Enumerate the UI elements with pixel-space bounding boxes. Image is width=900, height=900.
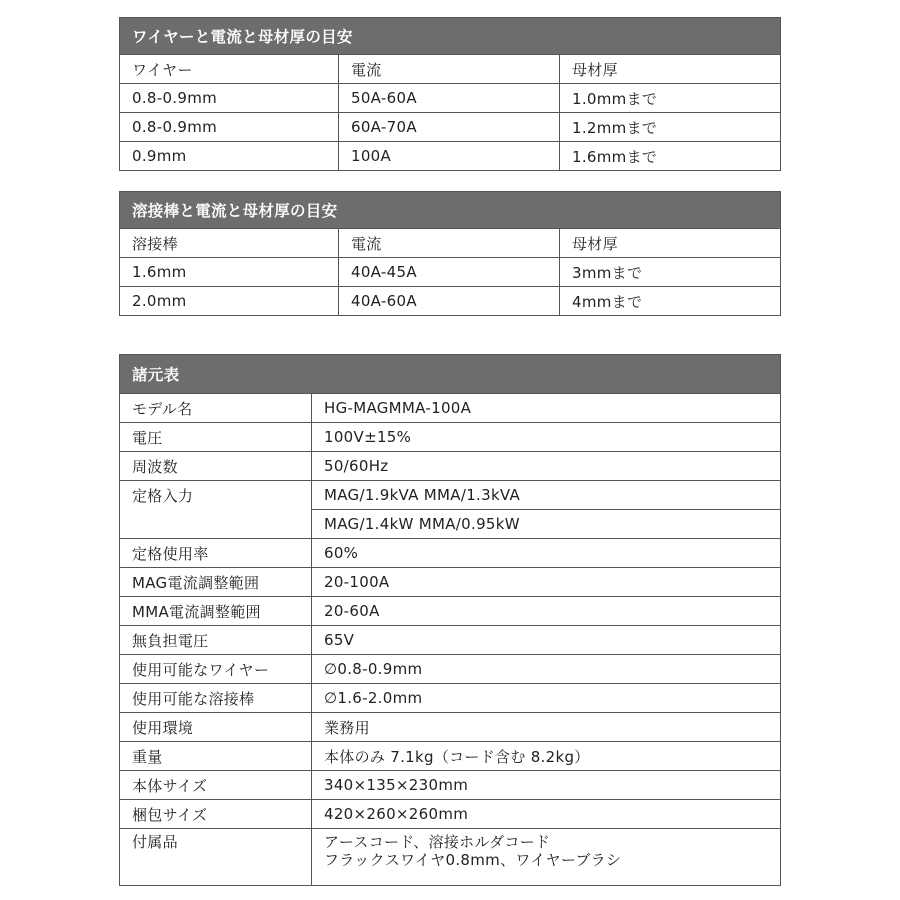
spec-value: MAG/1.9kVA MMA/1.3kVA	[312, 481, 781, 510]
spec-label: 重量	[120, 742, 312, 771]
spec-row-voltage	[120, 423, 781, 452]
spec-row-accessories	[120, 829, 781, 886]
spec-label: 電圧	[120, 423, 312, 452]
spec-row-duty-cycle	[120, 539, 781, 568]
spec-row-weight	[120, 742, 781, 771]
spec-value: HG-MAGMMA-100A	[312, 394, 781, 423]
wire-current-thickness-table	[119, 17, 781, 171]
table-row	[120, 258, 781, 287]
spec-value-multiline	[312, 829, 781, 886]
table-cell: 100A	[339, 142, 560, 171]
table-cell: 0.8-0.9mm	[120, 113, 339, 142]
spec-value: 20-100A	[312, 568, 781, 597]
spec-label: 周波数	[120, 452, 312, 481]
table-header-row	[120, 229, 781, 258]
spec-value: 60%	[312, 539, 781, 568]
spec-value-line: アースコード、溶接ホルダコード	[324, 833, 551, 851]
spec-value: ∅1.6-2.0mm	[312, 684, 781, 713]
spec-row-model	[120, 394, 781, 423]
table-cell: 1.6mmまで	[560, 142, 781, 171]
specification-table	[119, 354, 781, 886]
spec-label: 無負担電圧	[120, 626, 312, 655]
table-row	[120, 287, 781, 316]
spec-row-mag-range	[120, 568, 781, 597]
spec-label: 定格使用率	[120, 539, 312, 568]
spec-label: 梱包サイズ	[120, 800, 312, 829]
table-cell: 1.6mm	[120, 258, 339, 287]
spec-value: 100V±15%	[312, 423, 781, 452]
table-cell: 4mmまで	[560, 287, 781, 316]
table-row	[120, 113, 781, 142]
rod-table-title: 溶接棒と電流と母材厚の目安	[120, 192, 781, 229]
spec-label: 使用可能なワイヤー	[120, 655, 312, 684]
table-cell: 50A-60A	[339, 84, 560, 113]
spec-label: MMA電流調整範囲	[120, 597, 312, 626]
table-cell: 1.0mmまで	[560, 84, 781, 113]
table-cell: 2.0mm	[120, 287, 339, 316]
spec-row-no-load-voltage	[120, 626, 781, 655]
table-cell: 0.9mm	[120, 142, 339, 171]
spec-value: 340×135×230mm	[312, 771, 781, 800]
spec-value: ∅0.8-0.9mm	[312, 655, 781, 684]
spec-row-usable-rod	[120, 684, 781, 713]
table-cell: 1.2mmまで	[560, 113, 781, 142]
spec-value-line: フラックスワイヤ0.8mm、ワイヤーブラシ	[324, 851, 622, 869]
spec-value: 65V	[312, 626, 781, 655]
spec-label: 使用環境	[120, 713, 312, 742]
wire-table-title: ワイヤーと電流と母材厚の目安	[120, 18, 781, 55]
column-header: 電流	[339, 55, 560, 84]
spec-label: 使用可能な溶接棒	[120, 684, 312, 713]
spec-value: 20-60A	[312, 597, 781, 626]
spec-table-title: 諸元表	[120, 355, 781, 394]
spec-row-body-size	[120, 771, 781, 800]
table-row	[120, 84, 781, 113]
rod-current-thickness-table	[119, 191, 781, 316]
spec-value: 50/60Hz	[312, 452, 781, 481]
spec-row-rated-input	[120, 481, 781, 510]
spec-label: 本体サイズ	[120, 771, 312, 800]
spec-value: 業務用	[312, 713, 781, 742]
table-cell: 3mmまで	[560, 258, 781, 287]
spec-value: 本体のみ 7.1kg（コード含む 8.2kg）	[312, 742, 781, 771]
table-row	[120, 142, 781, 171]
column-header: 母材厚	[560, 55, 781, 84]
column-header: ワイヤー	[120, 55, 339, 84]
spec-row-environment	[120, 713, 781, 742]
spec-row-package-size	[120, 800, 781, 829]
table-cell: 40A-60A	[339, 287, 560, 316]
spec-row-mma-range	[120, 597, 781, 626]
spec-label: MAG電流調整範囲	[120, 568, 312, 597]
column-header: 母材厚	[560, 229, 781, 258]
column-header: 電流	[339, 229, 560, 258]
spec-label: モデル名	[120, 394, 312, 423]
table-header-row	[120, 55, 781, 84]
table-cell: 60A-70A	[339, 113, 560, 142]
spec-label: 付属品	[120, 829, 312, 886]
table-cell: 0.8-0.9mm	[120, 84, 339, 113]
column-header: 溶接棒	[120, 229, 339, 258]
spec-row-usable-wire	[120, 655, 781, 684]
table-cell: 40A-45A	[339, 258, 560, 287]
spec-value: 420×260×260mm	[312, 800, 781, 829]
spec-value: MAG/1.4kW MMA/0.95kW	[312, 510, 781, 539]
spec-label: 定格入力	[120, 481, 312, 539]
spec-row-frequency	[120, 452, 781, 481]
